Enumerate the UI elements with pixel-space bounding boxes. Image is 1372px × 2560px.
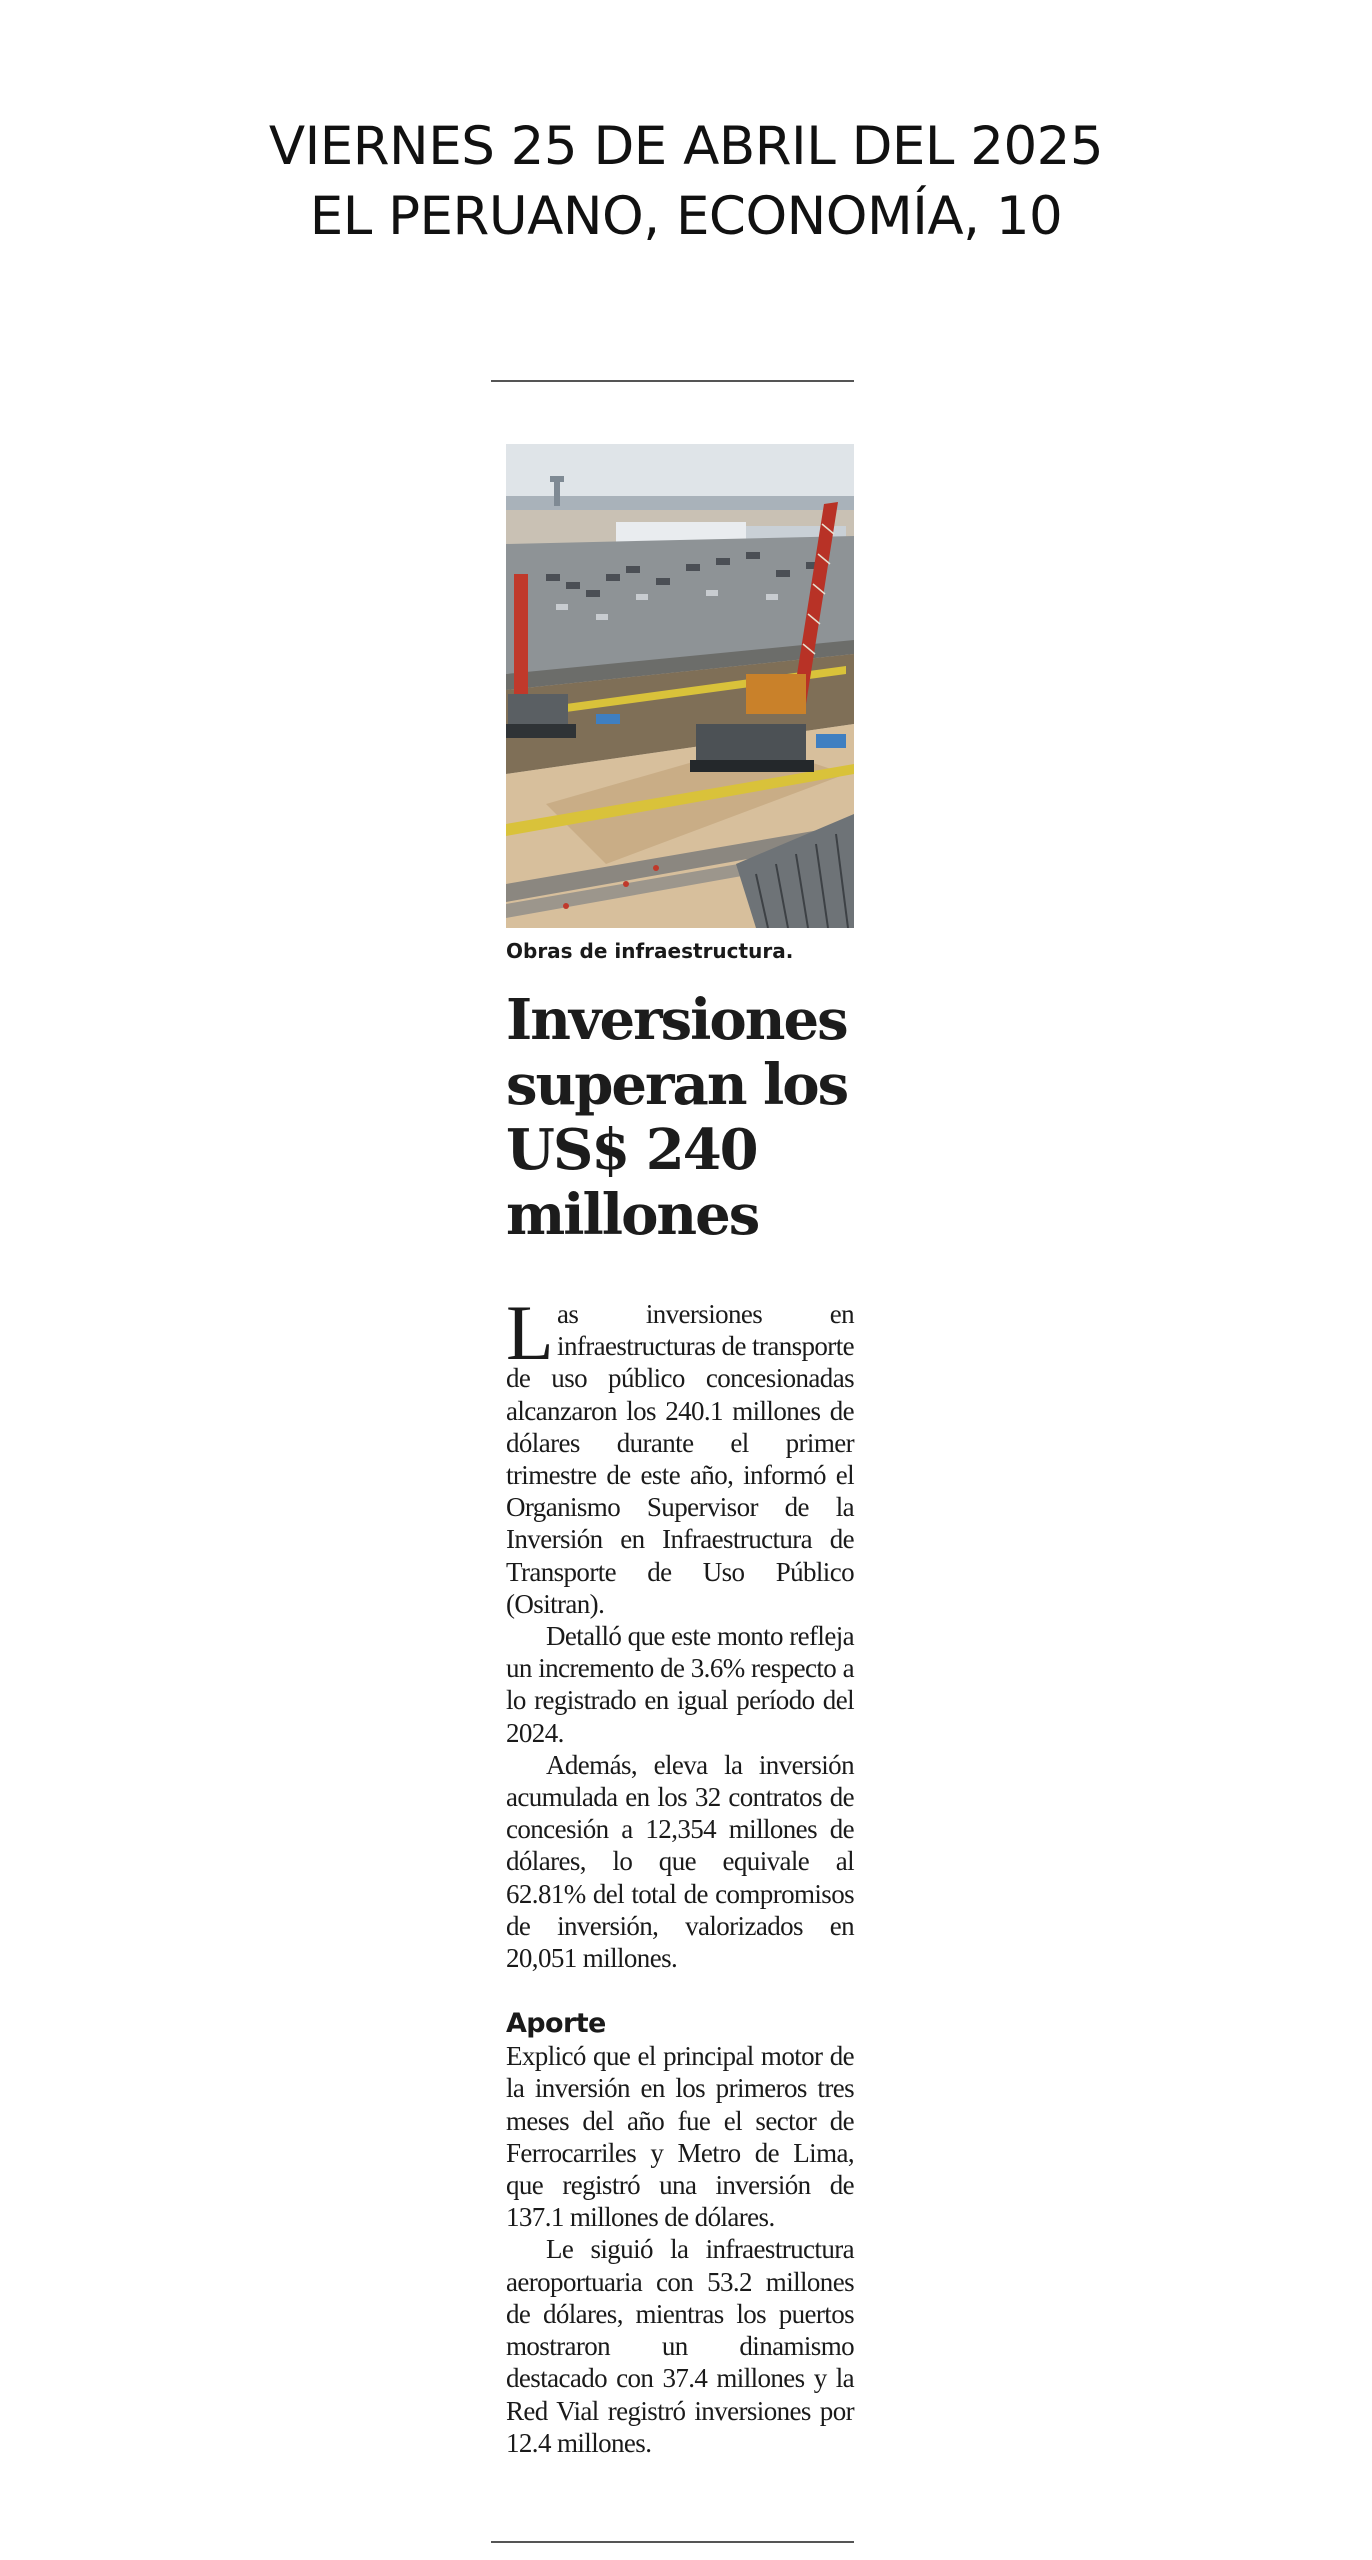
construction-photo <box>506 444 854 928</box>
paragraph-1 <box>506 1289 854 1620</box>
paragraph-5: Le siguió la infraestructura aeroportuaria con 53.2 millones de dólares, mientras los puertos mostraron un dinamismo destacado con 37.4 millones y la Red Vial registró inversiones por 12.4 millones. <box>506 2234 854 2458</box>
page-header <box>0 112 1372 252</box>
source-line: EL PERUANO, ECONOMÍA, 10 <box>309 186 1063 247</box>
photo-caption: Obras de infraestructura. <box>506 939 794 963</box>
section-subhead: Aporte <box>506 2008 606 2040</box>
article-column <box>506 444 854 2459</box>
paragraph-1-text: as inversiones en infraestructuras de transporte de uso público concesionadas alcanzaron los 240.1 millones de dólares durante el primer trimestre de este año, informó el Organismo Supervisor de la Inversión en Infraestructura de Transporte de Uso Público (Ositran). <box>506 1299 854 1619</box>
top-divider <box>491 380 854 382</box>
bottom-divider <box>491 2541 854 2543</box>
paragraph-2: Detalló que este monto refleja un incremento de 3.6% respecto a lo registrado en igual período del 2024. <box>506 1621 854 1748</box>
date-line: VIERNES 25 DE ABRIL DEL 2025 <box>268 116 1104 177</box>
paragraph-3: Además, eleva la inversión acumulada en los 32 contratos de concesión a 12,354 millones de dólares, lo que equivale al 62.81% del total de compromisos de inversión, valorizados en 20,051 millones. <box>506 1749 854 1974</box>
article-headline: Inversiones superan los US$ 240 millones <box>506 987 848 1248</box>
drop-cap: L <box>506 1289 554 1376</box>
article-body <box>506 1289 854 2459</box>
paragraph-4: Explicó que el principal motor de la inversión en los primeros tres meses del año fue el sector de Ferrocarriles y Metro de Lima, que registró una inversión de 137.1 millones de dólares. <box>506 2041 854 2233</box>
